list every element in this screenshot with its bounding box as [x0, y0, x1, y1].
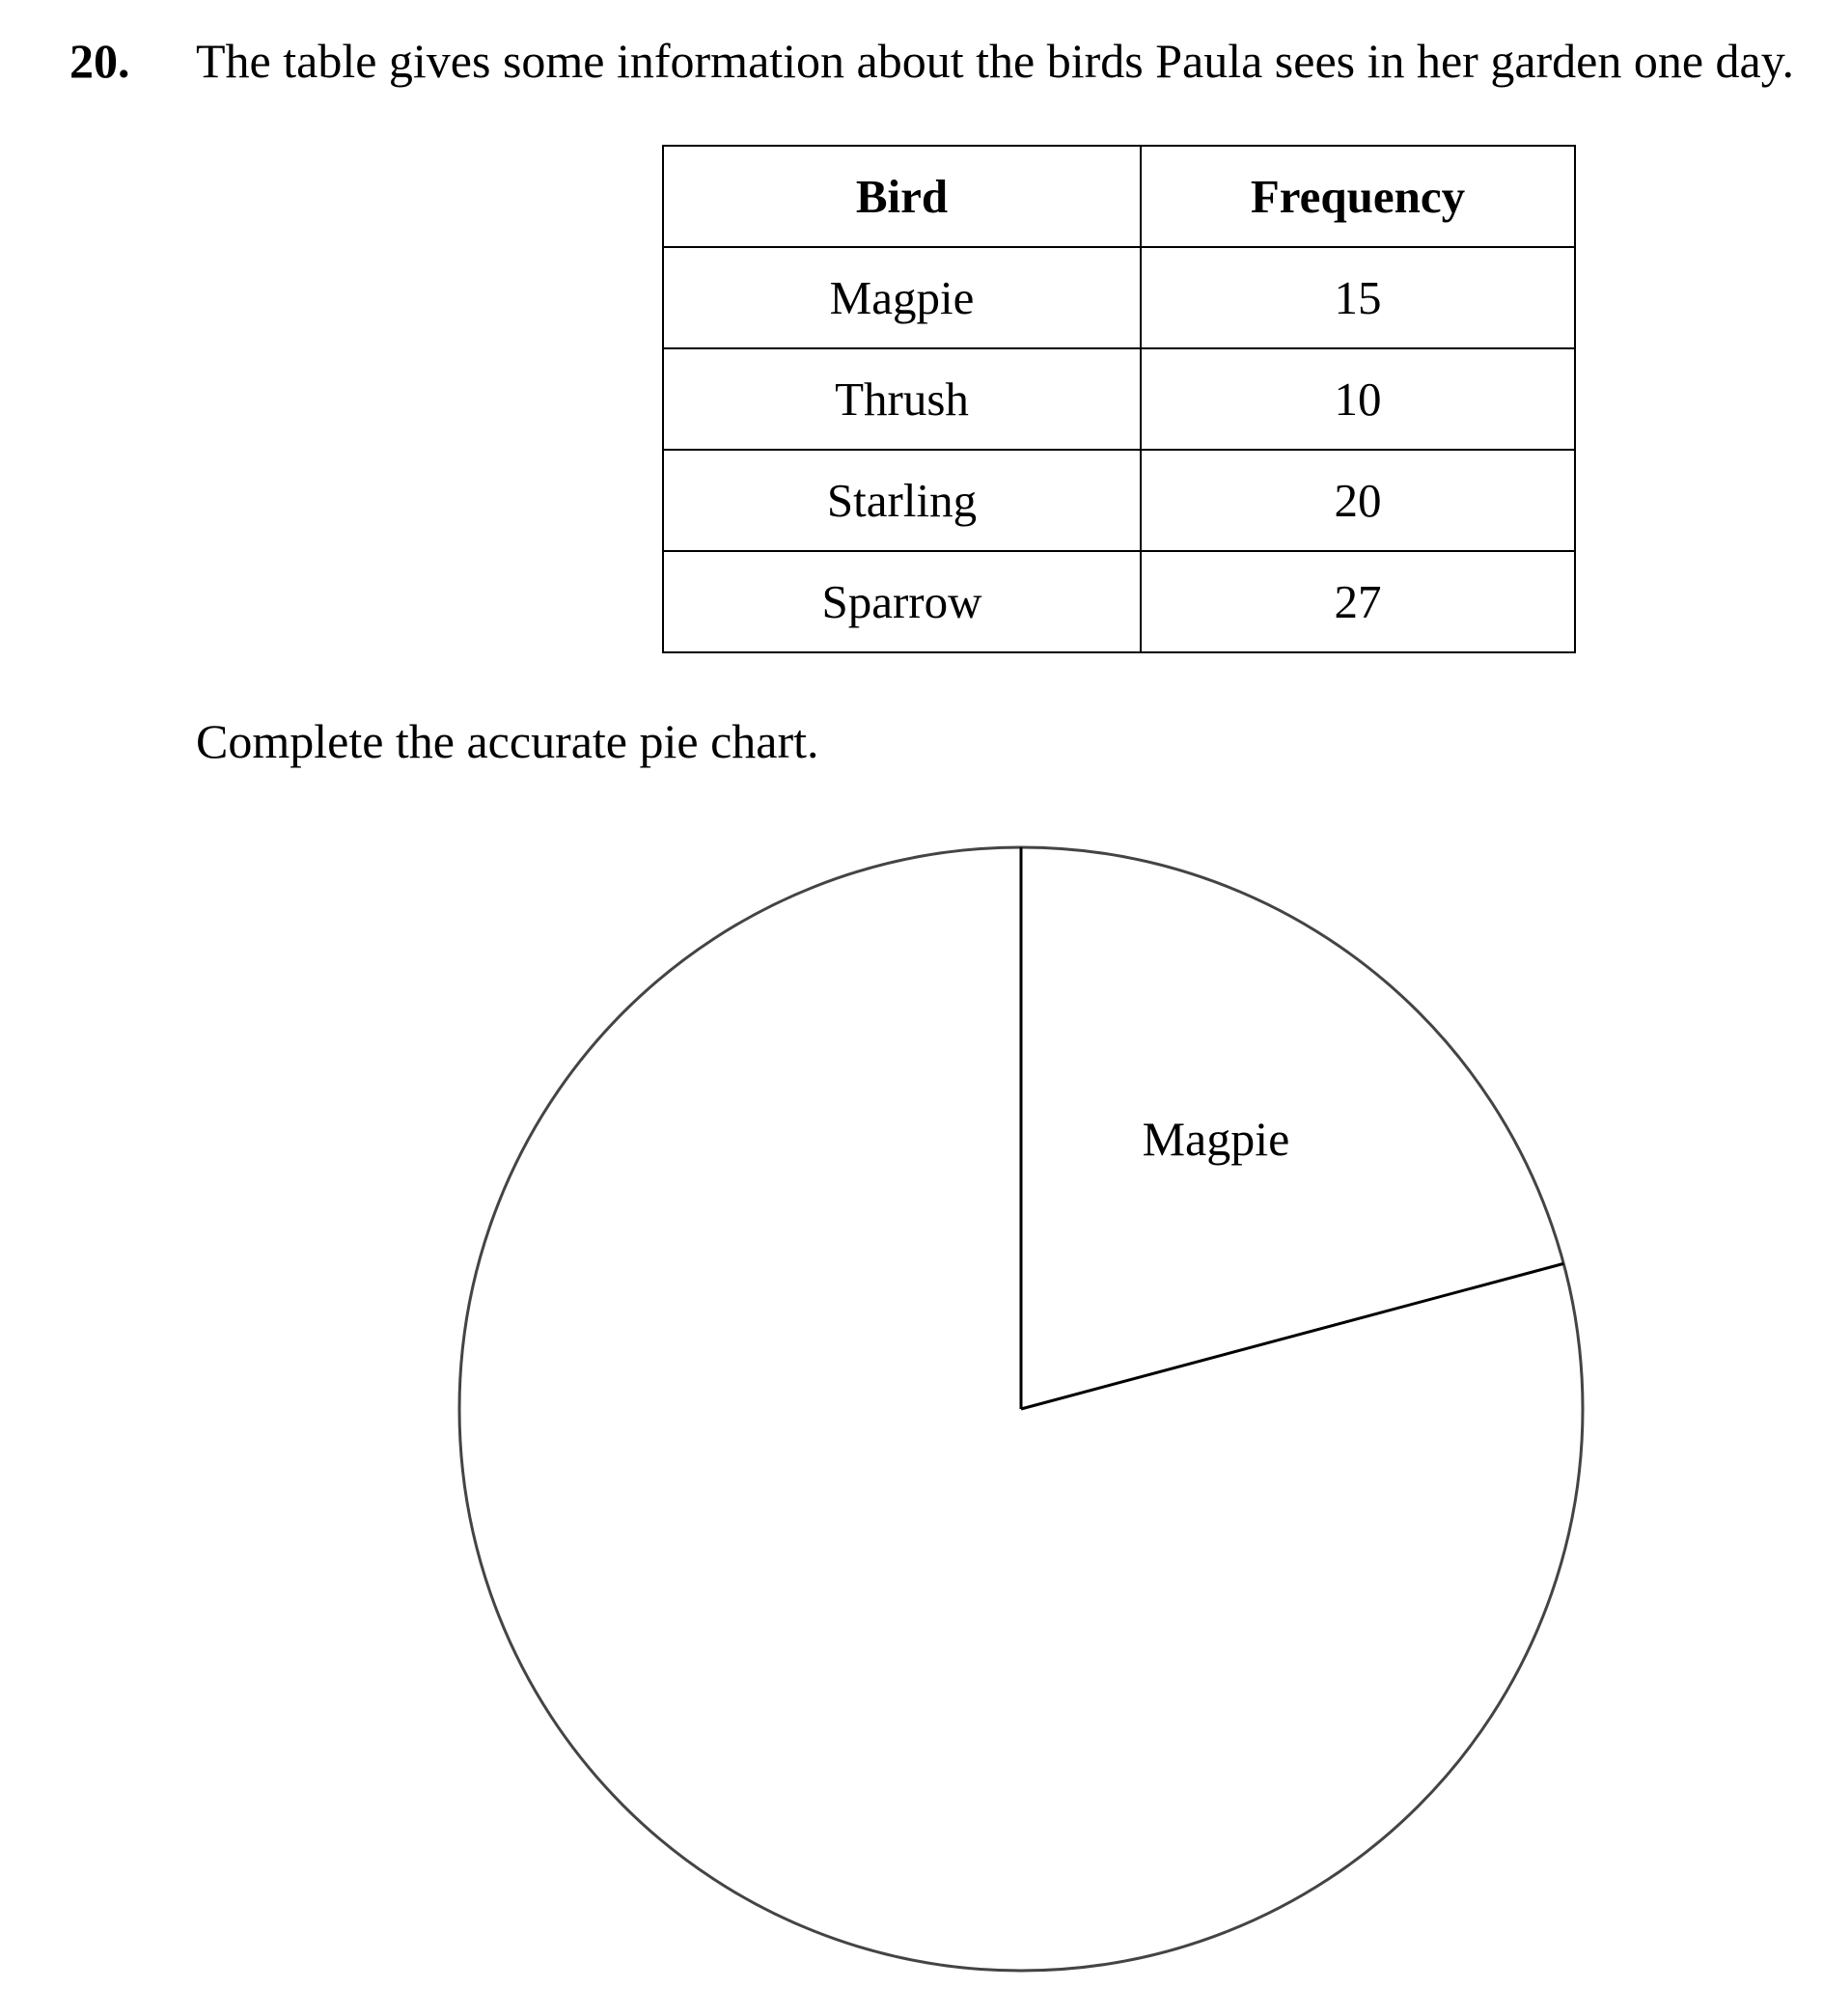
header-frequency: Frequency	[1141, 146, 1575, 247]
slice-label: Magpie	[1142, 1111, 1290, 1166]
cell-frequency: 27	[1141, 551, 1575, 652]
instruction-text: Complete the accurate pie chart.	[196, 714, 819, 768]
header-bird: Bird	[663, 146, 1141, 247]
cell-frequency: 10	[1141, 348, 1575, 450]
cell-bird: Thrush	[663, 348, 1141, 450]
question-number: 20.	[69, 34, 130, 88]
cell-frequency: 20	[1141, 450, 1575, 551]
cell-bird: Magpie	[663, 247, 1141, 348]
cell-bird: Sparrow	[663, 551, 1141, 652]
question-text: The table gives some information about the birds Paula sees in her garden one day.	[196, 34, 1795, 88]
cell-bird: Starling	[663, 450, 1141, 551]
slice-end-radius	[1021, 1263, 1563, 1409]
cell-frequency: 15	[1141, 247, 1575, 348]
